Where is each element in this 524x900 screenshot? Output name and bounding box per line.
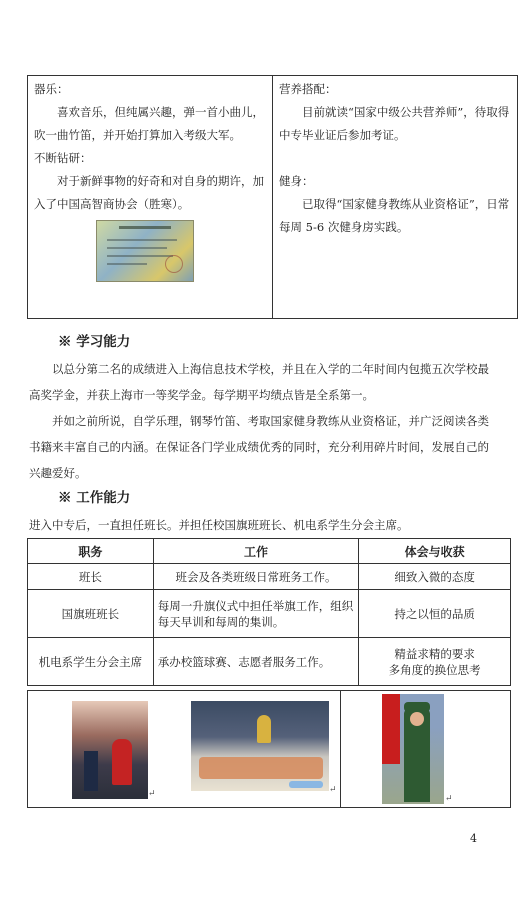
work-cell: 每周一升旗仪式中担任举旗工作，组织每天早训和每周的集训。 <box>153 590 359 638</box>
photo-divider <box>340 691 341 807</box>
work-intro: 进入中专后，一直担任班长。并担任校国旗班班长、机电系学生分会主席。 <box>29 518 409 532</box>
work-cell: 承办校篮球赛、志愿者服务工作。 <box>153 638 359 686</box>
research-heading: 不断钻研： <box>34 151 92 165</box>
return-mark-icon: ↵ <box>329 785 337 795</box>
role-cell: 机电系学生分会主席 <box>28 638 154 686</box>
header-work: 工作 <box>153 539 359 564</box>
instrument-heading: 器乐： <box>34 82 69 96</box>
left-column <box>28 76 272 318</box>
table-header-row <box>28 539 511 564</box>
role-cell: 班长 <box>28 564 154 590</box>
table-row <box>28 590 511 638</box>
instrument-text: 喜欢音乐，但纯属兴趣，弹一首小曲儿，吹一曲竹笛，并开始打算加入考级大军。 <box>34 105 264 142</box>
gain-cell: 细致入微的态度 <box>359 564 511 590</box>
table-row <box>28 638 511 686</box>
certificate-image <box>96 220 194 282</box>
nutrition-heading: 营养搭配： <box>279 82 337 96</box>
photo-strip <box>27 690 511 808</box>
event-photo-santa <box>72 701 148 799</box>
study-paragraph-1: 以总分第二名的成绩进入上海信息技术学校，并且在入学的二年时间内包揽五次学校最高奖学金，并获上海市一等奖学金。每学期平均绩点皆是全系第一。 <box>29 362 489 402</box>
fitness-heading: 健身： <box>279 174 314 188</box>
gain-cell: 持之以恒的品质 <box>359 590 511 638</box>
study-paragraph-2: 并如之前所说，自学乐理，钢琴竹笛、考取国家健身教练从业资格证，并广泛阅读各类书籍来丰富自己的内涵。在保证各门学业成绩优秀的同时，充分利用碎片时间，发展自己的兴趣爱好。 <box>29 414 489 480</box>
page-number: 4 <box>470 832 477 845</box>
work-ability-heading: ※ 工作能力 <box>58 490 131 506</box>
header-gain: 体会与收获 <box>359 539 511 564</box>
right-column <box>272 76 517 318</box>
header-role: 职务 <box>28 539 154 564</box>
fitness-text: 已取得“国家健身教练从业资格证”，日常每周 5-6 次健身房实践。 <box>279 197 510 234</box>
table-row <box>28 564 511 590</box>
gain-cell <box>359 638 511 686</box>
research-text: 对于新鲜事物的好奇和对自身的期许，加入了中国高智商协会（胜寒）。 <box>34 174 264 211</box>
gain-line-1: 精益求精的要求 <box>394 646 475 661</box>
work-cell: 班会及各类班级日常班务工作。 <box>153 564 359 590</box>
study-ability-heading: ※ 学习能力 <box>58 334 131 350</box>
event-photo-trophy <box>191 701 329 791</box>
return-mark-icon: ↵ <box>148 789 156 799</box>
return-mark-icon: ↵ <box>445 794 453 804</box>
gain-line-2: 多角度的换位思考 <box>388 662 481 677</box>
flag-guard-photo <box>382 694 444 804</box>
hobbies-box <box>27 75 518 319</box>
work-table <box>27 538 511 686</box>
nutrition-text: 目前就读“国家中级公共营养师”，待取得中专毕业证后参加考证。 <box>279 105 510 142</box>
role-cell: 国旗班班长 <box>28 590 154 638</box>
